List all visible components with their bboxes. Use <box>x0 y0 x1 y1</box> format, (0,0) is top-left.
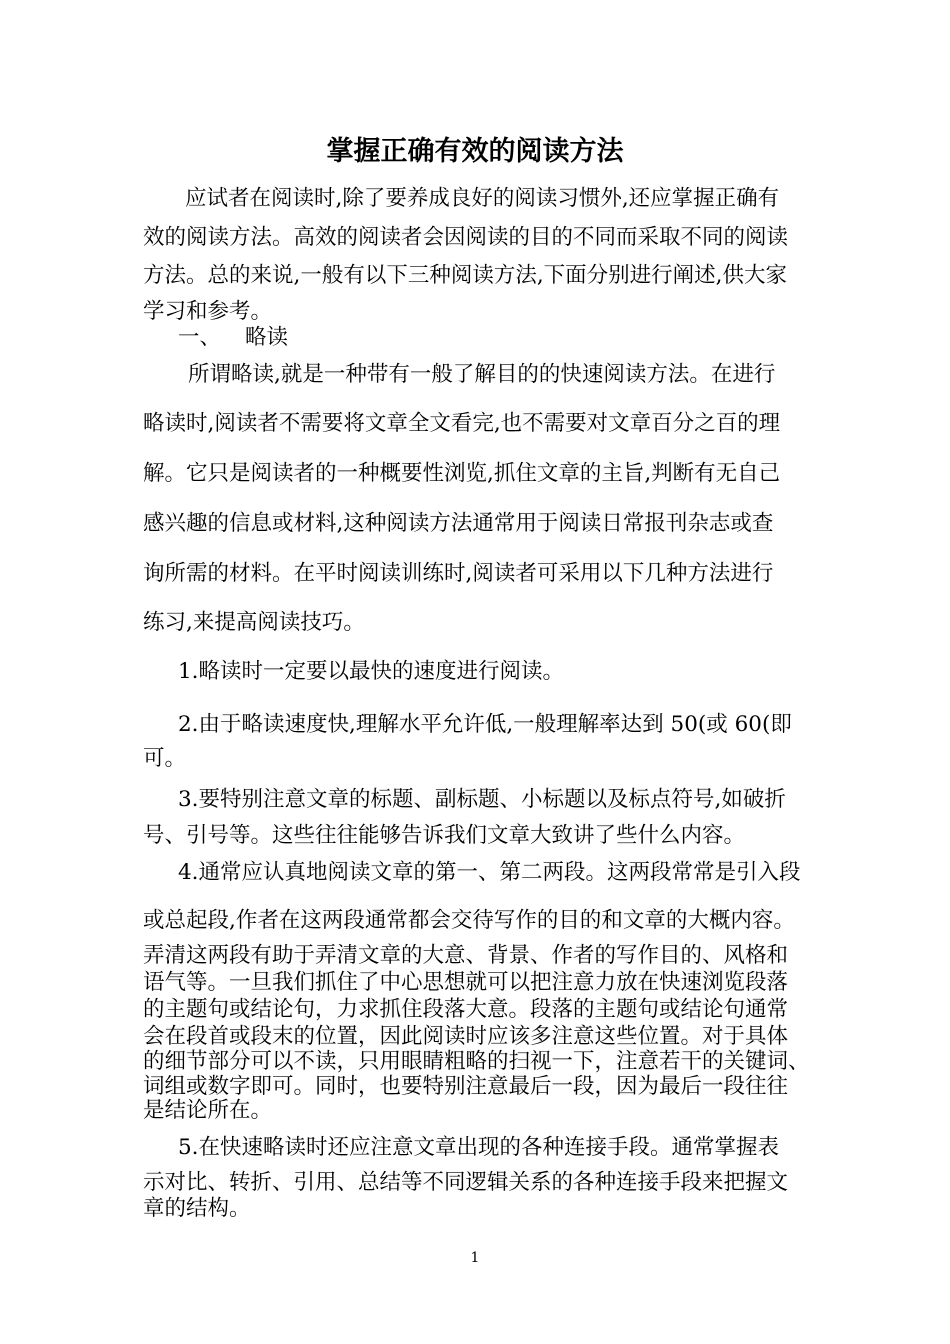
paragraph-line: 略读时,阅读者不需要将文章全文看完,也不需要对文章百分之百的理 <box>143 411 781 436</box>
list-item-3: 3.要特别注意文章的标题、副标题、小标题以及标点符号,如破折 <box>178 787 786 812</box>
list-item-4-detail: 词组或数字即可。同时，也要特别注意最后一段，因为最后一段往往 <box>143 1074 789 1099</box>
list-item-4-cont: 或总起段,作者在这两段通常都会交待写作的目的和文章的大概内容。 <box>143 908 795 933</box>
list-item-3-cont: 号、引号等。这些往往能够告诉我们文章大致讲了些什么内容。 <box>143 823 746 848</box>
paragraph-line: 所谓略读,就是一种带有一般了解目的的快速阅读方法。在进行 <box>188 362 776 387</box>
list-item-4: 4.通常应认真地阅读文章的第一、第二两段。这两段常常是引入段 <box>178 860 801 885</box>
list-item-1: 1.略读时一定要以最快的速度进行阅读。 <box>178 659 565 684</box>
list-item-2-cont: 可。 <box>143 746 187 771</box>
intro-line: 效的阅读方法。高效的阅读者会因阅读的目的不同而采取不同的阅读 <box>143 225 789 250</box>
section-heading: 略读 <box>245 325 289 350</box>
paragraph-line: 解。它只是阅读者的一种概要性浏览,抓住文章的主旨,判断有无自己 <box>143 461 781 486</box>
list-item-4-detail: 弄清这两段有助于弄清文章的大意、背景、作者的写作目的、风格和 <box>143 943 789 968</box>
document-title: 掌握正确有效的阅读方法 <box>326 136 624 167</box>
list-item-2: 2.由于略读速度快,理解水平允许低,一般理解率达到 50(或 60(即 <box>178 712 792 737</box>
list-item-4-detail: 的细节部分可以不读，只用眼睛粗略的扫视一下，注意若干的关键词、 <box>143 1049 810 1074</box>
paragraph-line: 感兴趣的信息或材料,这种阅读方法通常用于阅读日常报刊杂志或查 <box>143 511 774 536</box>
list-item-5-cont: 章的结构。 <box>143 1196 251 1221</box>
paragraph-line: 练习,来提高阅读技巧。 <box>143 610 365 635</box>
intro-line: 方法。总的来说,一般有以下三种阅读方法,下面分别进行阐述,供大家 <box>143 263 788 288</box>
list-item-4-detail: 语气等。一旦我们抓住了中心思想就可以把注意力放在快速浏览段落 <box>143 970 789 995</box>
list-item-5: 5.在快速略读时还应注意文章出现的各种连接手段。通常掌握表 <box>178 1135 780 1160</box>
intro-line: 学习和参考。 <box>143 299 273 324</box>
list-item-4-detail: 的主题句或结论句，力求抓住段落大意。段落的主题句或结论句通常 <box>143 997 789 1022</box>
paragraph-line: 询所需的材料。在平时阅读训练时,阅读者可采用以下几种方法进行 <box>143 561 774 586</box>
intro-line: 应试者在阅读时,除了要养成良好的阅读习惯外,还应掌握正确有 <box>185 186 780 211</box>
page-number: 1 <box>470 1250 480 1266</box>
list-item-4-detail: 是结论所在。 <box>143 1098 273 1123</box>
list-item-4-detail: 会在段首或段末的位置，因此阅读时应该多注意这些位置。对于具体 <box>143 1024 789 1049</box>
list-item-5-cont: 示对比、转折、引用、总结等不同逻辑关系的各种连接手段来把握文 <box>143 1170 789 1195</box>
section-number: 一、 <box>178 325 222 350</box>
